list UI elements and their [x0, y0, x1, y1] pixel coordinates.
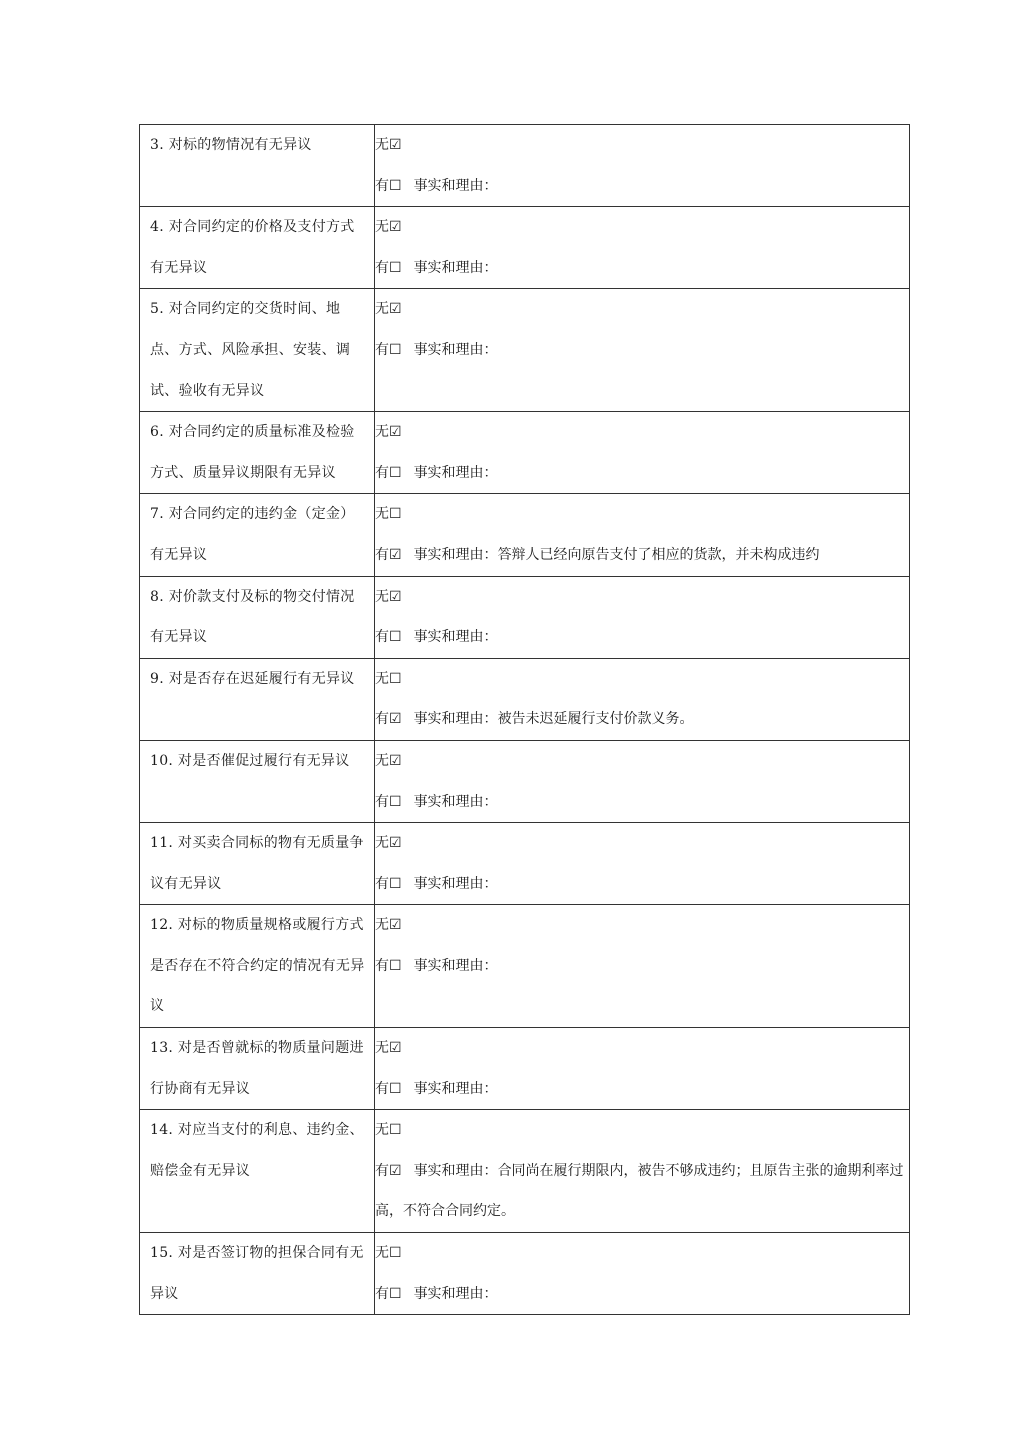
question-cell: [140, 905, 375, 1028]
has-objection-checkbox[interactable]: ☐: [389, 1080, 402, 1097]
has-objection-option: [375, 617, 909, 658]
no-objection-option: [375, 823, 909, 864]
objection-form-table: [139, 124, 910, 1315]
has-objection-label: 有: [375, 1285, 389, 1302]
table-row: [140, 823, 910, 905]
no-objection-label: 无: [375, 835, 389, 852]
table-row: [140, 1028, 910, 1110]
has-objection-checkbox[interactable]: ☐: [389, 464, 402, 481]
has-objection-option: [375, 248, 909, 289]
answer-cell: [375, 125, 910, 207]
no-objection-option: [375, 577, 909, 618]
has-objection-checkbox[interactable]: ☑: [389, 546, 402, 563]
table-row: [140, 905, 910, 1028]
reason-label: 事实和理由：: [413, 793, 498, 810]
no-objection-option: [375, 494, 909, 535]
question-text: 12. 对标的物质量规格或履行方式是否存在不符合约定的情况有无异议: [150, 917, 365, 1015]
has-objection-checkbox[interactable]: ☐: [389, 629, 402, 646]
has-objection-option: [375, 330, 909, 371]
table-row: [140, 1110, 910, 1233]
answer-cell: [375, 905, 910, 1028]
question-text: 10. 对是否催促过履行有无异议: [150, 752, 350, 769]
no-objection-checkbox[interactable]: ☑: [389, 1040, 402, 1057]
no-objection-checkbox[interactable]: ☑: [389, 752, 402, 769]
has-objection-label: 有: [375, 177, 389, 194]
reason-label: 事实和理由：: [413, 259, 498, 276]
has-objection-label: 有: [375, 1080, 389, 1097]
answer-cell: [375, 658, 910, 740]
has-objection-option: [375, 1069, 909, 1110]
table-row: [140, 740, 910, 822]
table-row: [140, 576, 910, 658]
has-objection-option: [375, 782, 909, 823]
reason-text: 合同尚在履行期限内，被告不够成违约；且原告主张的逾期利率过高，不符合合同约定。: [375, 1162, 904, 1220]
question-cell: [140, 658, 375, 740]
question-text: 4. 对合同约定的价格及支付方式有无异议: [150, 219, 355, 276]
reason-label: 事实和理由：: [413, 1285, 498, 1302]
reason-label: 事实和理由：: [413, 546, 498, 563]
table-row: [140, 494, 910, 576]
no-objection-label: 无: [375, 1040, 389, 1057]
form-body: [140, 125, 910, 1315]
question-cell: [140, 1028, 375, 1110]
reason-label: 事实和理由：: [413, 957, 498, 974]
no-objection-checkbox[interactable]: ☐: [389, 1245, 402, 1262]
has-objection-checkbox[interactable]: ☑: [389, 1162, 402, 1179]
has-objection-option: [375, 946, 909, 987]
has-objection-checkbox[interactable]: ☐: [389, 177, 402, 194]
no-objection-label: 无: [375, 137, 389, 153]
no-objection-option: [375, 741, 909, 782]
reason-label: 事实和理由：: [413, 341, 498, 358]
no-objection-label: 无: [375, 301, 389, 318]
table-row: [140, 412, 910, 494]
question-cell: [140, 289, 375, 412]
question-text: 9. 对是否存在迟延履行有无异议: [150, 670, 355, 687]
has-objection-checkbox[interactable]: ☐: [389, 1285, 402, 1302]
answer-cell: [375, 740, 910, 822]
reason-label: 事实和理由：: [413, 177, 498, 194]
has-objection-option: [375, 1151, 909, 1232]
has-objection-label: 有: [375, 341, 389, 358]
reason-label: 事实和理由：: [413, 629, 498, 646]
reason-label: 事实和理由：: [413, 875, 498, 892]
no-objection-checkbox[interactable]: ☑: [389, 137, 402, 153]
has-objection-checkbox[interactable]: ☐: [389, 793, 402, 810]
table-row: [140, 1233, 910, 1315]
reason-text: 答辩人已经向原告支付了相应的货款，并未构成违约: [497, 546, 820, 563]
question-text: 8. 对价款支付及标的物交付情况有无异议: [150, 588, 355, 646]
no-objection-option: [375, 207, 909, 248]
no-objection-option: [375, 659, 909, 700]
reason-label: 事实和理由：: [413, 1080, 498, 1097]
answer-cell: [375, 1028, 910, 1110]
has-objection-label: 有: [375, 629, 389, 646]
has-objection-checkbox[interactable]: ☐: [389, 259, 402, 276]
question-text: 7. 对合同约定的违约金（定金）有无异议: [150, 506, 355, 563]
question-text: 6. 对合同约定的质量标准及检验方式、质量异议期限有无异议: [150, 424, 355, 481]
has-objection-label: 有: [375, 711, 389, 728]
answer-cell: [375, 1233, 910, 1315]
has-objection-option: [375, 166, 909, 207]
no-objection-checkbox[interactable]: ☑: [389, 588, 402, 605]
table-row: [140, 125, 910, 207]
has-objection-label: 有: [375, 546, 389, 563]
has-objection-label: 有: [375, 957, 389, 974]
table-row: [140, 207, 910, 289]
no-objection-option: [375, 412, 909, 453]
no-objection-option: [375, 1028, 909, 1069]
no-objection-checkbox[interactable]: ☐: [389, 1122, 402, 1139]
no-objection-label: 无: [375, 506, 389, 523]
question-cell: [140, 412, 375, 494]
no-objection-option: [375, 905, 909, 946]
has-objection-label: 有: [375, 464, 389, 481]
has-objection-label: 有: [375, 259, 389, 276]
no-objection-label: 无: [375, 219, 389, 236]
question-cell: [140, 1233, 375, 1315]
question-text: 11. 对买卖合同标的物有无质量争议有无异议: [150, 835, 364, 892]
question-cell: [140, 823, 375, 905]
question-text: 13. 对是否曾就标的物质量问题进行协商有无异议: [150, 1040, 364, 1097]
has-objection-checkbox[interactable]: ☐: [389, 957, 402, 974]
question-text: 5. 对合同约定的交货时间、地点、方式、风险承担、安装、调试、验收有无异议: [150, 301, 351, 399]
no-objection-checkbox[interactable]: ☐: [389, 506, 402, 523]
question-text: 3. 对标的物情况有无异议: [150, 137, 312, 153]
has-objection-option: [375, 535, 909, 576]
no-objection-checkbox[interactable]: ☑: [389, 424, 402, 441]
answer-cell: [375, 412, 910, 494]
has-objection-label: 有: [375, 1162, 389, 1179]
has-objection-option: [375, 699, 909, 740]
no-objection-checkbox[interactable]: ☐: [389, 670, 402, 687]
question-cell: [140, 1110, 375, 1233]
no-objection-label: 无: [375, 588, 389, 605]
answer-cell: [375, 1110, 910, 1233]
reason-label: 事实和理由：: [413, 1162, 498, 1179]
has-objection-label: 有: [375, 875, 389, 892]
no-objection-label: 无: [375, 917, 389, 934]
answer-cell: [375, 207, 910, 289]
reason-label: 事实和理由：: [413, 711, 498, 728]
table-row: [140, 658, 910, 740]
no-objection-label: 无: [375, 670, 389, 687]
has-objection-label: 有: [375, 793, 389, 810]
has-objection-checkbox[interactable]: ☑: [389, 711, 402, 728]
reason-text: 被告未迟延履行支付价款义务。: [497, 711, 694, 728]
no-objection-label: 无: [375, 424, 389, 441]
question-cell: [140, 740, 375, 822]
has-objection-option: [375, 864, 909, 905]
no-objection-label: 无: [375, 1245, 389, 1262]
has-objection-checkbox[interactable]: ☐: [389, 875, 402, 892]
no-objection-option: [375, 1233, 909, 1274]
no-objection-option: [375, 125, 909, 166]
question-cell: [140, 494, 375, 576]
no-objection-label: 无: [375, 752, 389, 769]
question-cell: [140, 576, 375, 658]
answer-cell: [375, 823, 910, 905]
answer-cell: [375, 289, 910, 412]
question-text: 14. 对应当支付的利息、违约金、赔偿金有无异议: [150, 1122, 364, 1179]
no-objection-checkbox[interactable]: ☑: [389, 301, 402, 318]
answer-cell: [375, 576, 910, 658]
reason-label: 事实和理由：: [413, 464, 498, 481]
question-cell: [140, 207, 375, 289]
has-objection-checkbox[interactable]: ☐: [389, 341, 402, 358]
no-objection-checkbox[interactable]: ☑: [389, 219, 402, 236]
no-objection-option: [375, 289, 909, 330]
has-objection-option: [375, 1274, 909, 1315]
no-objection-checkbox[interactable]: ☑: [389, 835, 402, 852]
has-objection-option: [375, 453, 909, 494]
table-row: [140, 289, 910, 412]
no-objection-label: 无: [375, 1122, 389, 1139]
answer-cell: [375, 494, 910, 576]
no-objection-option: [375, 1110, 909, 1151]
no-objection-checkbox[interactable]: ☑: [389, 917, 402, 934]
question-cell: [140, 125, 375, 207]
question-text: 15. 对是否签订物的担保合同有无异议: [150, 1245, 364, 1302]
